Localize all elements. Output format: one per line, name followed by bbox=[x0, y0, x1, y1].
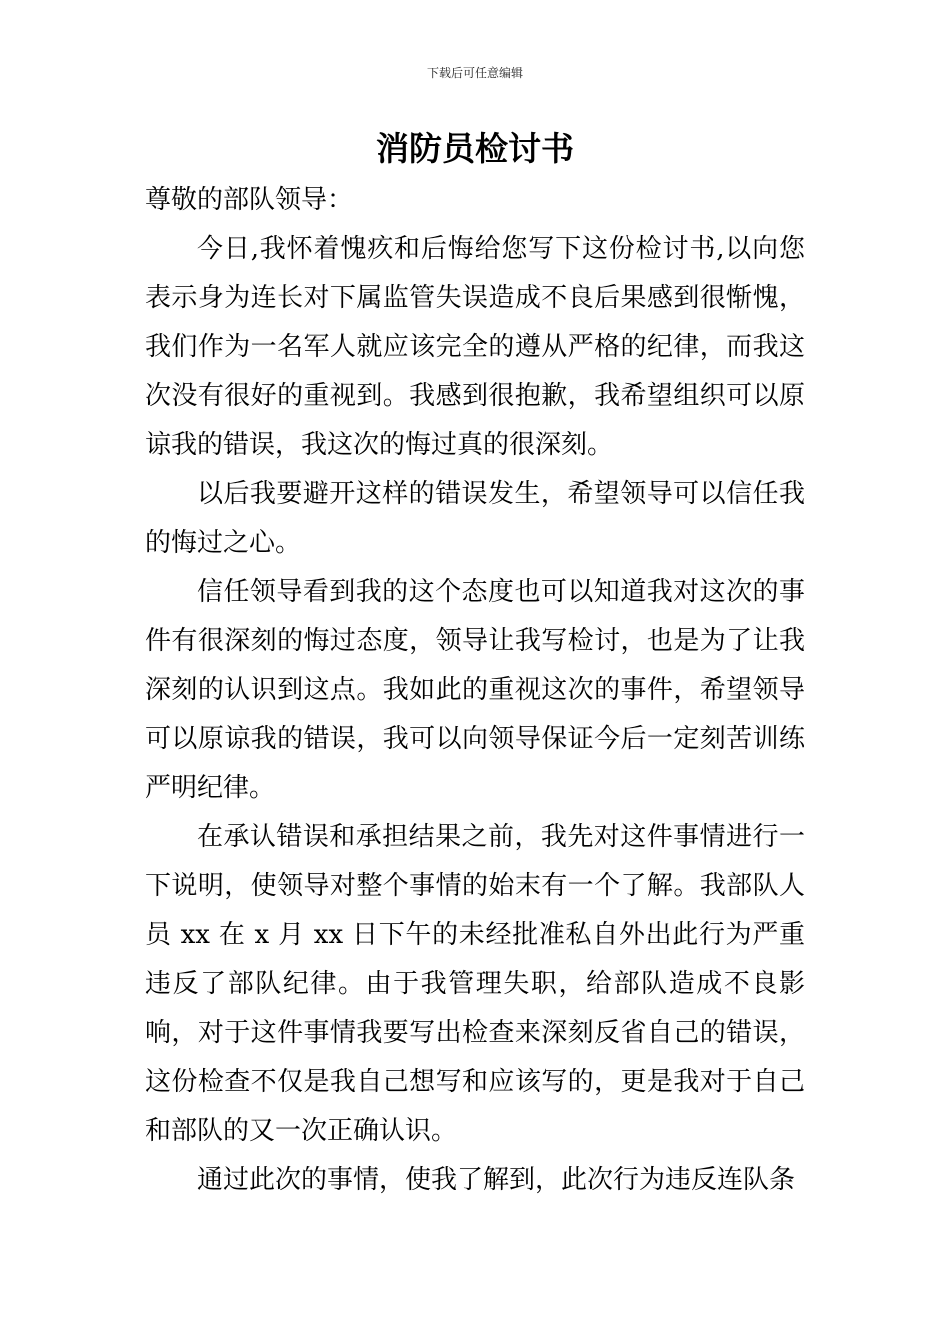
paragraph: 信任领导看到我的这个态度也可以知道我对这次的事件有很深刻的悔过态度，领导让我写检讨，也是为了让我深刻的认识到这点。我如此的重视这次的事件，希望领导可以原谅我的错误，我可以向领导保证今后一定刻苦训练严明纪律。 bbox=[145, 577, 805, 803]
salutation: 尊敬的部队领导： bbox=[145, 185, 354, 215]
paragraph: 通过此次的事情，使我了解到，此次行为违反连队条 bbox=[197, 1165, 796, 1195]
document-title: 消防员检讨书 bbox=[376, 129, 574, 168]
header-note: 下载后可任意编辑 bbox=[426, 66, 523, 80]
paragraph: 在承认错误和承担结果之前，我先对这件事情进行一下说明，使领导对整个事情的始末有一个了解。我部队人员 xx 在 x 月 xx 日下午的未经批准私自外出此行为严重违反了部队纪律。由于我管理失职，给部队造成不良影响，对于这件事情我要写出检查来深刻反省自己的错误，这份检查不仅是我自己想写和应该写的，更是我对于自己和部队的又一次正确认识。 bbox=[145, 822, 805, 1146]
paragraph: 今日,我怀着愧疚和后悔给您写下这份检讨书,以向您表示身为连长对下属监管失误造成不良后果感到很惭愧，我们作为一名军人就应该完全的遵从严格的纪律，而我这次没有很好的重视到。我感到很抱歉，我希望组织可以原谅我的错误，我这次的悔过真的很深刻。 bbox=[145, 234, 805, 460]
document-body bbox=[145, 176, 805, 1205]
paragraph: 以后我要避开这样的错误发生，希望领导可以信任我的悔过之心。 bbox=[145, 479, 805, 558]
